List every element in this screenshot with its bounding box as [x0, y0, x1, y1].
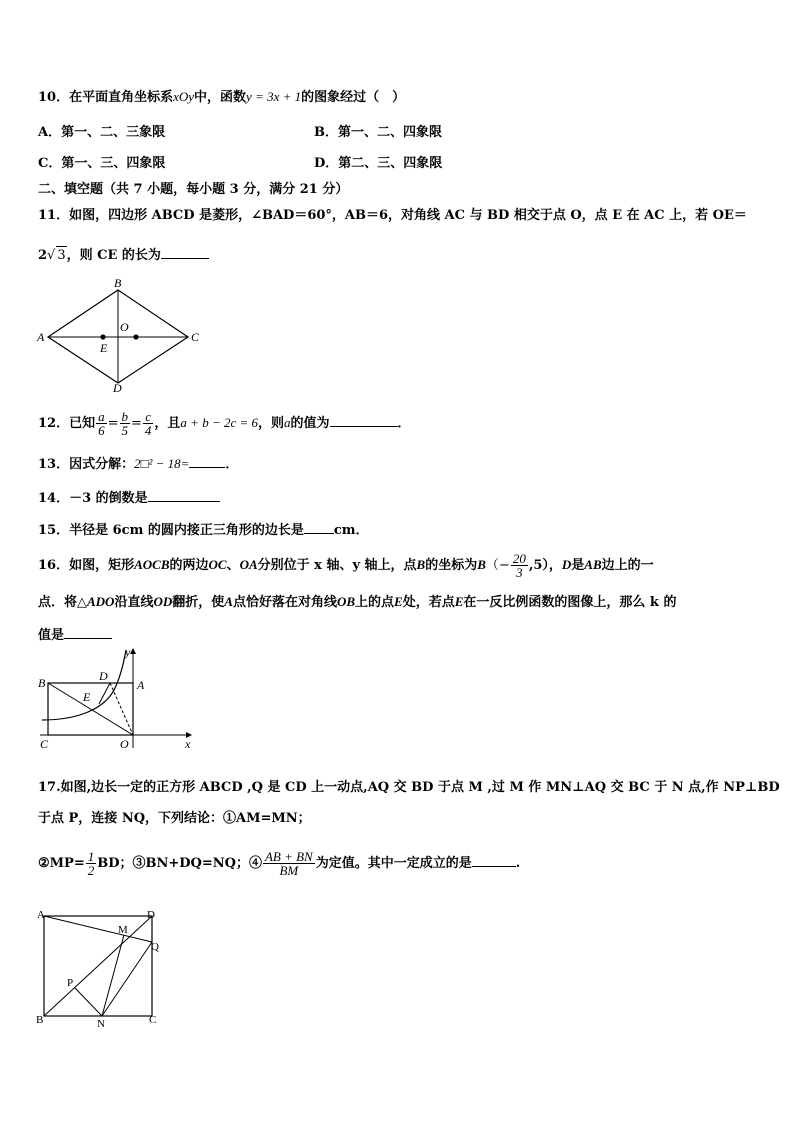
- q10-option-a[interactable]: A．第一、二、三象限: [38, 125, 166, 140]
- q15-suffix: cm．: [333, 523, 369, 538]
- q16-line3: 值是: [38, 624, 112, 645]
- q17-square-figure: [34, 906, 166, 1028]
- q12-frac-a: $\frac{a}{6}$: [98, 409, 105, 438]
- label-e: E: [83, 690, 91, 704]
- q11-coef: 2: [38, 248, 48, 263]
- label-e: E: [100, 341, 108, 355]
- q12-frac-c: $\frac{c}{4}$: [144, 409, 152, 438]
- point-e: [100, 334, 105, 339]
- q10-prefix: 10．在平面直角坐标系: [38, 90, 174, 105]
- q16-coordinate-figure: [36, 644, 198, 754]
- q10-option-d[interactable]: D．第二、三、四象限: [314, 156, 443, 171]
- q15-prefix: 15．半径是 6cm 的圆内接正三角形的边长是: [38, 523, 304, 538]
- q17-frac-ratio: $\frac{AB + BN}{BM}$: [264, 849, 313, 878]
- q12-end: ．: [397, 416, 411, 431]
- q12-mid: ，且: [154, 416, 181, 431]
- q11-line2-text: ，则 CE 的长为: [66, 248, 161, 263]
- label-c: C: [149, 1014, 157, 1026]
- label-q: Q: [151, 941, 159, 953]
- q17-frac-half: $\frac{1}{2}$: [87, 849, 95, 878]
- q16-line1: 16．如图，矩形AOCB的两边OC、OA分别位于 x 轴、y 轴上，点B的坐标为B（− $\frac{20}{3}$ ,5），D是AB边上的一: [38, 551, 654, 580]
- q13-expression: 2□² − 18=: [134, 456, 190, 471]
- q12-var: a: [284, 415, 291, 430]
- label-a: A: [37, 909, 45, 921]
- q10-coord: xOy: [173, 89, 195, 104]
- segment-nq: [102, 942, 152, 1016]
- label-c: C: [40, 737, 49, 751]
- q11-rhombus-figure: [36, 276, 206, 394]
- segment-mn: [102, 935, 124, 1016]
- q12-condition: a + b − 2c = 6: [180, 415, 259, 430]
- q16-frac: $\frac{20}{3}$: [512, 551, 526, 580]
- label-a: A: [137, 678, 145, 692]
- segment-np: [75, 988, 102, 1016]
- q13-answer-blank[interactable]: [189, 453, 225, 468]
- q11-answer-blank[interactable]: [161, 244, 209, 259]
- q10-option-c[interactable]: C．第一、三、四象限: [38, 156, 166, 171]
- q14-answer-blank[interactable]: [148, 487, 220, 502]
- q14-stem: [38, 487, 220, 508]
- y-axis-arrow: [130, 648, 136, 654]
- q10-mid: 中，函数: [194, 90, 247, 105]
- hyperbola-curve: [42, 650, 126, 720]
- point-o: [133, 334, 138, 339]
- segment-aq: [44, 916, 152, 942]
- label-c: C: [191, 330, 200, 344]
- q12-answer-blank[interactable]: [330, 412, 398, 427]
- label-o: O: [120, 737, 129, 751]
- diagonal-ob: [48, 683, 133, 735]
- q11-line1: 11．如图，四边形 ABCD 是菱形，∠BAD＝60°，AB＝6，对角线 AC 与 BD 相交于点 O，点 E 在 AC 上，若 OE＝: [38, 208, 747, 223]
- q12-prefix: 12．已知: [38, 416, 96, 431]
- q10-stem: [38, 88, 405, 107]
- q16-line2: 点．将△ADO沿直线OD翻折，使A点恰好落在对角线OB上的点E处，若点E在一反比例函数的图像上，那么 k 的: [38, 594, 677, 610]
- q17-answer-blank[interactable]: [472, 852, 516, 867]
- q13-stem: [38, 453, 238, 474]
- q17-line3: ②MP= $\frac{1}{2}$ BD；③BN+DQ=NQ；④ $\frac{AB + BN}{BM}$ 为定值。其中一定成立的是 .: [38, 849, 521, 878]
- q13-end: ．: [225, 457, 239, 472]
- label-b: B: [38, 676, 46, 690]
- q10-func: y = 3x + 1: [246, 89, 302, 104]
- label-d: D: [113, 381, 122, 394]
- q11-radicand: 3: [57, 248, 66, 263]
- label-m: M: [118, 924, 128, 936]
- q17-line1: 17.如图,边长一定的正方形 ABCD ,Q 是 CD 上一动点,AQ 交 BD 于点 M ,过 M 作 MN⊥AQ 交 BC 于 N 点,作 NP⊥BD: [38, 780, 780, 795]
- label-y: y: [125, 645, 131, 659]
- q11-line2: 2√ 3，则 CE 的长为: [38, 244, 209, 265]
- label-b: B: [36, 1014, 44, 1026]
- q15-stem: [38, 519, 369, 540]
- label-x: x: [185, 737, 191, 751]
- q12-stem: 12．已知 $\frac{a}{6}$ = $\frac{b}{5}$ = $\frac{c}{4}$ ，且a + b − 2c = 6，则a的值为 ．: [38, 409, 411, 438]
- q14-text: 14．－3 的倒数是: [38, 491, 148, 506]
- label-o: O: [120, 320, 129, 334]
- q13-prefix: 13．因式分解：: [38, 457, 135, 472]
- label-p: P: [67, 977, 74, 989]
- q15-answer-blank[interactable]: [304, 519, 334, 534]
- q12-mid2: ，则: [258, 416, 285, 431]
- label-n: N: [97, 1018, 105, 1028]
- q12-suffix: 的值为: [290, 416, 330, 431]
- q10-suffix: 的图象经过（ ）: [301, 90, 406, 105]
- q16-answer-blank[interactable]: [64, 624, 112, 639]
- label-a: A: [37, 330, 45, 344]
- q10-option-b[interactable]: B．第一、二、四象限: [314, 125, 442, 140]
- segment-de: [99, 683, 110, 704]
- label-d: D: [99, 669, 108, 683]
- q16-rect-name: AOCB: [134, 557, 170, 572]
- label-d: D: [147, 909, 155, 921]
- q12-frac-b: $\frac{b}{5}$: [121, 409, 128, 438]
- section-heading: 二、填空题（共 7 小题，每小题 3 分，满分 21 分）: [38, 182, 349, 197]
- q17-line2: 于点 P，连接 NQ，下列结论：①AM=MN；: [38, 811, 311, 826]
- label-b: B: [114, 276, 122, 290]
